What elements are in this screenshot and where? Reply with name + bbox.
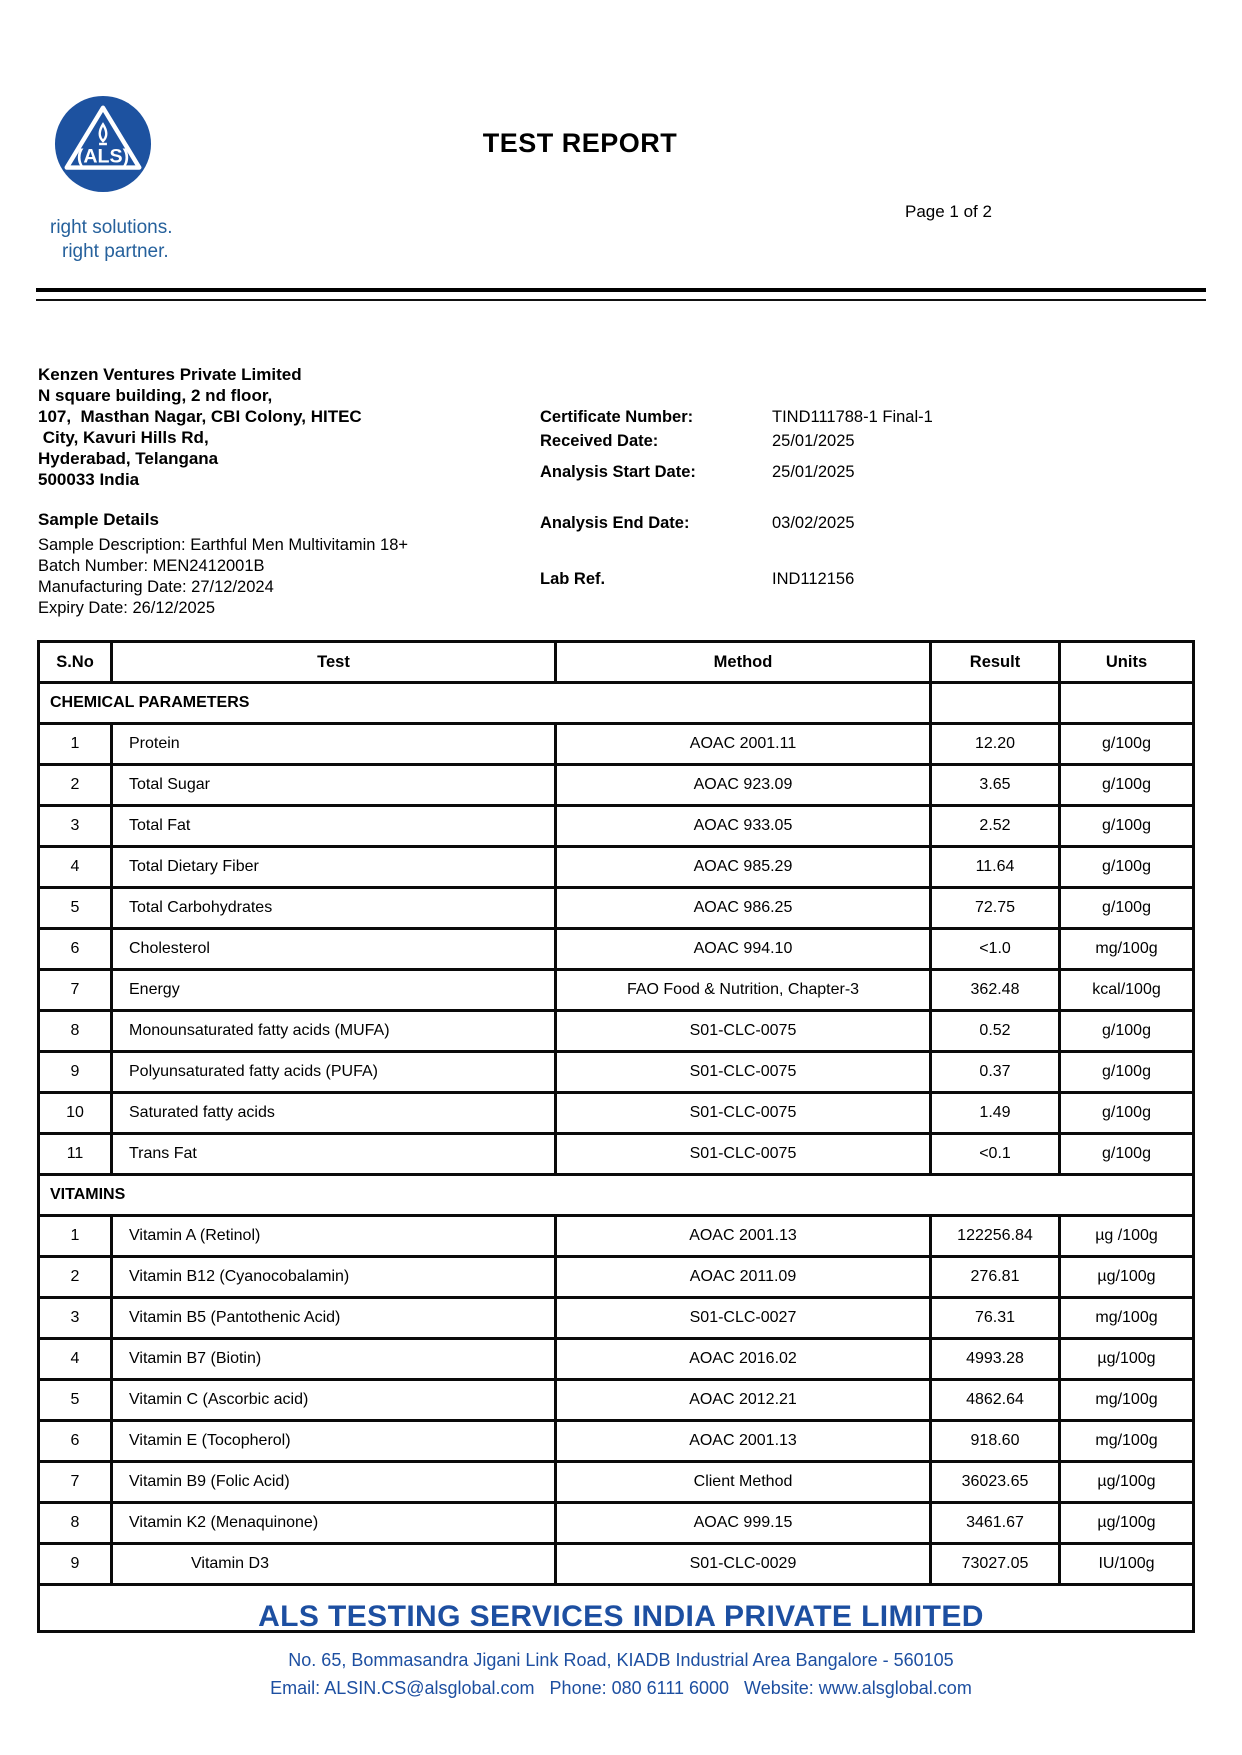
cell-method: S01-CLC-0075: [556, 1011, 931, 1052]
section-empty-cell: [931, 683, 1060, 724]
table-row: [39, 888, 1194, 929]
cell-serial-number: 7: [39, 970, 112, 1011]
cell-test-name: Polyunsaturated fatty acids (PUFA): [112, 1052, 556, 1093]
cell-method: AOAC 923.09: [556, 765, 931, 806]
header-divider-thick: [36, 288, 1206, 292]
cell-units: g/100g: [1060, 724, 1194, 765]
table-row: [39, 724, 1194, 765]
table-row: [39, 1339, 1194, 1380]
column-header: Method: [556, 642, 931, 683]
table-row: [39, 806, 1194, 847]
cell-method: AOAC 985.29: [556, 847, 931, 888]
certificate-field-value: TIND111788-1 Final-1: [772, 408, 933, 426]
footer-contact: Email: ALSIN.CS@alsglobal.com Phone: 080 6111 6000 Website: www.alsglobal.com: [270, 1678, 972, 1698]
cell-units: µg/100g: [1060, 1257, 1194, 1298]
cell-test-name: Vitamin B9 (Folic Acid): [112, 1462, 556, 1503]
customer-address-line: Kenzen Ventures Private Limited: [38, 365, 302, 384]
cell-result: 0.52: [931, 1011, 1060, 1052]
table-row: [39, 1421, 1194, 1462]
column-header: S.No: [39, 642, 112, 683]
cell-serial-number: 3: [39, 806, 112, 847]
cell-method: AOAC 933.05: [556, 806, 931, 847]
cell-result: 76.31: [931, 1298, 1060, 1339]
cell-method: AOAC 986.25: [556, 888, 931, 929]
table-row: [39, 1257, 1194, 1298]
cell-test-name: Monounsaturated fatty acids (MUFA): [112, 1011, 556, 1052]
cell-test-name: Total Fat: [112, 806, 556, 847]
cell-units: IU/100g: [1060, 1544, 1194, 1585]
section-empty-cell: [1060, 683, 1194, 724]
cell-method: AOAC 2001.11: [556, 724, 931, 765]
table-row: [39, 1380, 1194, 1421]
certificate-field-value: 25/01/2025: [772, 432, 855, 450]
cell-serial-number: 6: [39, 1421, 112, 1462]
customer-address-line: Hyderabad, Telangana: [38, 449, 219, 468]
cell-serial-number: 2: [39, 1257, 112, 1298]
header-divider-thin: [36, 299, 1206, 301]
table-row: [39, 1011, 1194, 1052]
page-title: TEST REPORT: [482, 128, 678, 158]
cell-units: g/100g: [1060, 1052, 1194, 1093]
cell-units: g/100g: [1060, 1134, 1194, 1175]
cell-method: S01-CLC-0075: [556, 1134, 931, 1175]
cell-result: 3461.67: [931, 1503, 1060, 1544]
cell-method: S01-CLC-0027: [556, 1298, 931, 1339]
cell-test-name: Trans Fat: [112, 1134, 556, 1175]
column-header: Result: [931, 642, 1060, 683]
cell-test-name: Vitamin B7 (Biotin): [112, 1339, 556, 1380]
cell-result: 12.20: [931, 724, 1060, 765]
cell-result: 73027.05: [931, 1544, 1060, 1585]
cell-method: S01-CLC-0075: [556, 1093, 931, 1134]
cell-units: mg/100g: [1060, 1298, 1194, 1339]
table-header-row: [39, 642, 1194, 683]
sample-detail-line: Batch Number: MEN2412001B: [38, 557, 265, 575]
table-row: [39, 1093, 1194, 1134]
cell-serial-number: 5: [39, 888, 112, 929]
cell-serial-number: 7: [39, 1462, 112, 1503]
cell-method: AOAC 2011.09: [556, 1257, 931, 1298]
cell-serial-number: 4: [39, 847, 112, 888]
cell-test-name: Vitamin K2 (Menaquinone): [112, 1503, 556, 1544]
cell-method: AOAC 2001.13: [556, 1421, 931, 1462]
cell-units: g/100g: [1060, 1093, 1194, 1134]
cell-units: g/100g: [1060, 765, 1194, 806]
cell-units: µg/100g: [1060, 1462, 1194, 1503]
cell-test-name: Vitamin B12 (Cyanocobalamin): [112, 1257, 556, 1298]
customer-address-line: 500033 India: [38, 470, 140, 489]
cell-units: mg/100g: [1060, 1380, 1194, 1421]
cell-result: 362.48: [931, 970, 1060, 1011]
results-table: [37, 640, 1195, 1633]
certificate-field-label: Analysis End Date:: [540, 514, 690, 532]
cell-method: Client Method: [556, 1462, 931, 1503]
cell-test-name: Vitamin D3: [112, 1544, 556, 1585]
cell-result: 11.64: [931, 847, 1060, 888]
cell-test-name: Vitamin B5 (Pantothenic Acid): [112, 1298, 556, 1339]
cell-serial-number: 9: [39, 1544, 112, 1585]
tagline-line2: right partner.: [62, 241, 169, 262]
customer-address-line: N square building, 2 nd floor,: [38, 386, 273, 405]
cell-units: g/100g: [1060, 847, 1194, 888]
certificate-field-label: Received Date:: [540, 432, 659, 450]
cell-test-name: Protein: [112, 724, 556, 765]
als-logo: [54, 95, 152, 193]
logo-text: (ALS): [76, 145, 130, 168]
customer-address-line: 107, Masthan Nagar, CBI Colony, HITEC: [38, 407, 362, 426]
cell-result: 276.81: [931, 1257, 1060, 1298]
cell-result: 122256.84: [931, 1216, 1060, 1257]
cell-test-name: Total Sugar: [112, 765, 556, 806]
als-logo-graphic: [54, 95, 152, 193]
section-title: VITAMINS: [39, 1175, 1194, 1216]
table-row: [39, 1134, 1194, 1175]
section-row: [39, 683, 1194, 724]
cell-method: AOAC 2012.21: [556, 1380, 931, 1421]
cell-method: AOAC 999.15: [556, 1503, 931, 1544]
table-row: [39, 1216, 1194, 1257]
certificate-field-label: Certificate Number:: [540, 408, 694, 426]
cell-method: FAO Food & Nutrition, Chapter-3: [556, 970, 931, 1011]
cell-test-name: Vitamin A (Retinol): [112, 1216, 556, 1257]
cell-serial-number: 5: [39, 1380, 112, 1421]
cell-result: <0.1: [931, 1134, 1060, 1175]
cell-units: g/100g: [1060, 1011, 1194, 1052]
table-row: [39, 847, 1194, 888]
cell-test-name: Vitamin C (Ascorbic acid): [112, 1380, 556, 1421]
footer-company-name: ALS TESTING SERVICES INDIA PRIVATE LIMITED: [258, 1600, 984, 1633]
cell-serial-number: 9: [39, 1052, 112, 1093]
table-row: [39, 765, 1194, 806]
cell-method: S01-CLC-0029: [556, 1544, 931, 1585]
table-row: [39, 1298, 1194, 1339]
section-row: [39, 1175, 1194, 1216]
cell-serial-number: 1: [39, 1216, 112, 1257]
section-title: CHEMICAL PARAMETERS: [39, 683, 931, 724]
cell-result: 4993.28: [931, 1339, 1060, 1380]
cell-serial-number: 8: [39, 1503, 112, 1544]
cell-method: AOAC 2016.02: [556, 1339, 931, 1380]
cell-units: µg/100g: [1060, 1339, 1194, 1380]
cell-serial-number: 2: [39, 765, 112, 806]
cell-test-name: Total Dietary Fiber: [112, 847, 556, 888]
cell-result: 0.37: [931, 1052, 1060, 1093]
cell-method: S01-CLC-0075: [556, 1052, 931, 1093]
cell-serial-number: 11: [39, 1134, 112, 1175]
cell-method: AOAC 2001.13: [556, 1216, 931, 1257]
table-row: [39, 970, 1194, 1011]
cell-test-name: Vitamin E (Tocopherol): [112, 1421, 556, 1462]
certificate-field-value: 03/02/2025: [772, 514, 855, 532]
cell-serial-number: 1: [39, 724, 112, 765]
certificate-field-label: Analysis Start Date:: [540, 463, 696, 481]
cell-test-name: Energy: [112, 970, 556, 1011]
cell-units: mg/100g: [1060, 1421, 1194, 1462]
cell-result: 1.49: [931, 1093, 1060, 1134]
tagline-line1: right solutions.: [50, 217, 173, 238]
table-row: [39, 1052, 1194, 1093]
cell-units: g/100g: [1060, 806, 1194, 847]
customer-address-line: City, Kavuri Hills Rd,: [38, 428, 209, 447]
table-row: [39, 929, 1194, 970]
cell-serial-number: 10: [39, 1093, 112, 1134]
cell-result: 72.75: [931, 888, 1060, 929]
cell-result: 4862.64: [931, 1380, 1060, 1421]
cell-test-name: Saturated fatty acids: [112, 1093, 556, 1134]
cell-units: g/100g: [1060, 888, 1194, 929]
cell-units: kcal/100g: [1060, 970, 1194, 1011]
table-row: [39, 1544, 1194, 1585]
table-row: [39, 1503, 1194, 1544]
sample-detail-line: Manufacturing Date: 27/12/2024: [38, 578, 274, 596]
customer-address-block: [38, 364, 362, 490]
cell-test-name: Total Carbohydrates: [112, 888, 556, 929]
cell-test-name: Cholesterol: [112, 929, 556, 970]
cell-units: µg/100g: [1060, 1503, 1194, 1544]
cell-units: mg/100g: [1060, 929, 1194, 970]
certificate-field-value: IND112156: [772, 570, 855, 588]
sample-detail-line: Sample Description: Earthful Men Multivitamin 18+: [38, 536, 409, 554]
column-header: Test: [112, 642, 556, 683]
sample-detail-line: Expiry Date: 26/12/2025: [38, 599, 216, 617]
page-number-label: Page 1 of 2: [905, 202, 992, 221]
table-row: [39, 1462, 1194, 1503]
certificate-field-label: Lab Ref.: [540, 570, 606, 588]
sample-details-heading: Sample Details: [38, 510, 159, 529]
footer-address: No. 65, Bommasandra Jigani Link Road, KIADB Industrial Area Bangalore - 560105: [288, 1650, 954, 1670]
cell-serial-number: 8: [39, 1011, 112, 1052]
certificate-field-value: 25/01/2025: [772, 463, 855, 481]
cell-method: AOAC 994.10: [556, 929, 931, 970]
cell-units: µg /100g: [1060, 1216, 1194, 1257]
cell-result: 2.52: [931, 806, 1060, 847]
column-header: Units: [1060, 642, 1194, 683]
cell-result: <1.0: [931, 929, 1060, 970]
cell-serial-number: 3: [39, 1298, 112, 1339]
cell-result: 36023.65: [931, 1462, 1060, 1503]
cell-result: 918.60: [931, 1421, 1060, 1462]
cell-result: 3.65: [931, 765, 1060, 806]
cell-serial-number: 4: [39, 1339, 112, 1380]
cell-serial-number: 6: [39, 929, 112, 970]
